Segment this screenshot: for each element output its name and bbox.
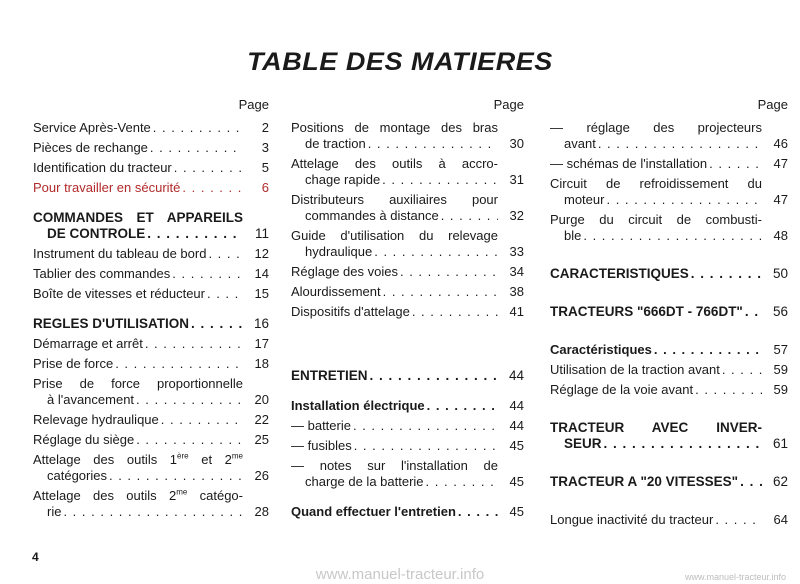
dot-leader xyxy=(205,286,243,302)
toc-entry-text: Réglage des voies xyxy=(291,264,398,279)
toc-entry xyxy=(550,176,788,208)
toc-entry-line xyxy=(550,304,788,320)
toc-entry-text: Circuit de refroidissement du xyxy=(550,176,762,191)
watermark: www.manuel-tracteur.info xyxy=(315,566,485,583)
toc-page-number: 30 xyxy=(509,136,524,151)
toc-entry xyxy=(550,304,788,320)
watermark-small: www.manuel-tracteur.info xyxy=(684,572,786,582)
toc-entry-line xyxy=(291,368,524,384)
toc-page-number: 46 xyxy=(773,136,788,151)
toc-entry-text: — fusibles xyxy=(291,438,352,453)
toc-entry xyxy=(550,212,788,244)
toc-page-number: 22 xyxy=(254,412,269,427)
toc-entry xyxy=(550,342,788,358)
toc-entry-text: Attelage des outils $2^{me}$ catégo- xyxy=(33,487,243,503)
toc-entry-text: Purge du circuit de combusti- xyxy=(550,212,762,227)
toc-page-number: 12 xyxy=(254,246,269,261)
toc-entry xyxy=(291,418,524,434)
page-column-header: Page xyxy=(757,97,788,112)
toc-entry-line xyxy=(33,336,269,352)
toc-page-number: 59 xyxy=(773,362,788,377)
toc-entry-line xyxy=(33,226,269,242)
toc-entry-text: Pièces de rechange xyxy=(33,140,148,155)
toc-entry-text: moteur xyxy=(564,192,605,207)
toc-page-number: 45 xyxy=(509,474,524,489)
toc-page-number: 38 xyxy=(509,284,524,299)
toc-page-number: 33 xyxy=(509,244,524,259)
toc-entry-line xyxy=(33,316,269,332)
toc-entry-text: DE CONTROLE xyxy=(47,226,146,241)
toc-entry xyxy=(291,368,524,384)
toc-entry-text: Prise de force proportionnelle xyxy=(33,376,243,391)
toc-entry xyxy=(550,156,788,172)
toc-entry-text: Positions de montage des bras xyxy=(291,120,498,135)
toc-entry-text: charge de la batterie xyxy=(305,474,424,489)
dot-leader xyxy=(424,474,498,490)
toc-entry-text: Relevage hydraulique xyxy=(33,412,159,427)
toc-page-number: 56 xyxy=(772,304,788,319)
page-column-header: Page xyxy=(493,97,524,112)
toc-page-number: 59 xyxy=(773,382,788,397)
toc-entry-text: — réglage des projecteurs xyxy=(550,120,762,135)
toc-entry-text: rie xyxy=(47,504,62,519)
toc-entry xyxy=(291,458,524,490)
toc-page-number: 2 xyxy=(261,120,269,135)
toc-entry-text: Guide d'utilisation du relevage xyxy=(291,228,498,243)
dot-leader xyxy=(206,246,243,262)
toc-entry-text: Boîte de vitesses et réducteur xyxy=(33,286,205,301)
toc-entry-text: Démarrage et arrêt xyxy=(33,336,143,351)
dot-leader xyxy=(134,392,243,408)
toc-entry-line xyxy=(550,228,788,244)
toc-page-number: 44 xyxy=(509,398,524,413)
toc-entry-line xyxy=(550,512,788,528)
toc-entry-text: de traction xyxy=(305,136,366,151)
toc-entry-text: Réglage de la voie avant xyxy=(550,382,694,397)
toc-entry-line xyxy=(550,382,788,398)
toc-entry-text: TRACTEUR A "20 VITESSES" xyxy=(550,474,739,489)
toc-page-number: 25 xyxy=(254,432,269,447)
toc-entry-text: SEUR xyxy=(564,436,602,451)
dot-leader xyxy=(581,228,762,244)
toc-entry-text: Caractéristiques xyxy=(550,342,652,357)
toc-page-number: 64 xyxy=(773,512,788,527)
toc-entry-line xyxy=(33,266,269,282)
toc-entry-line xyxy=(291,136,524,152)
toc-entry-text: Pour travailler en sécurité xyxy=(33,180,181,195)
toc-entry xyxy=(33,120,269,136)
toc-page-number: 61 xyxy=(772,436,788,451)
toc-page-number: 47 xyxy=(773,192,788,207)
page-title: TABLE DES MATIERES xyxy=(247,48,553,76)
toc-page-number: 34 xyxy=(509,264,524,279)
toc-entry-line xyxy=(33,286,269,302)
toc-entry-line xyxy=(550,436,788,452)
toc-entry xyxy=(33,356,269,372)
dot-leader xyxy=(596,136,762,152)
toc-entry-line xyxy=(33,504,269,520)
toc-page-number: 3 xyxy=(261,140,269,155)
dot-leader xyxy=(602,436,762,452)
dot-leader xyxy=(439,208,498,224)
toc-entry-line xyxy=(550,342,788,358)
toc-entry-text: Service Après-Vente xyxy=(33,120,151,135)
toc-entry xyxy=(550,420,788,452)
toc-page-number: 11 xyxy=(254,226,269,241)
toc-entry-text: TRACTEURS "666DT - 766DT" xyxy=(550,304,743,319)
toc-entry-text: Instrument du tableau de bord xyxy=(33,246,207,261)
toc-entry-text: Dispositifs d'attelage xyxy=(291,304,410,319)
toc-entry-line xyxy=(291,208,524,224)
toc-page-number: 31 xyxy=(509,172,524,187)
toc-page-number: 17 xyxy=(254,336,269,351)
toc-entry-line xyxy=(291,438,524,454)
toc-page-number: 57 xyxy=(773,342,788,357)
toc-page-number: 26 xyxy=(254,468,269,483)
toc-column-1 xyxy=(33,97,269,524)
dot-leader xyxy=(604,192,762,208)
page-column-header: Page xyxy=(238,97,269,112)
toc-entry-line xyxy=(550,266,788,282)
toc-entry xyxy=(550,362,788,378)
dot-leader xyxy=(172,160,243,176)
toc-entry-text: Attelage des outils à accro- xyxy=(291,156,498,171)
dot-leader xyxy=(352,438,498,454)
toc-entry-text: à l'avancement xyxy=(47,392,135,407)
toc-entry xyxy=(33,210,269,242)
dot-leader xyxy=(380,172,498,188)
toc-entry xyxy=(33,140,269,156)
dot-leader xyxy=(372,244,498,260)
toc-entry-line xyxy=(550,156,788,172)
dot-leader xyxy=(151,120,243,136)
toc-page-number: 45 xyxy=(509,504,524,519)
toc-entry-text: Identification du tracteur xyxy=(33,160,172,175)
toc-entry-text: Réglage du siège xyxy=(33,432,135,447)
dot-leader xyxy=(180,180,243,196)
toc-entry-line xyxy=(291,474,524,490)
toc-entry-text: — notes sur l'installation de xyxy=(291,458,498,473)
toc-entry-line xyxy=(291,284,524,300)
dot-leader xyxy=(652,342,762,358)
toc-entry-text: — schémas de l'installation xyxy=(550,156,708,171)
dot-leader xyxy=(368,368,498,384)
toc-entry-line xyxy=(291,398,524,414)
toc-entry-line xyxy=(33,392,269,408)
toc-entry-text: Quand effectuer l'entretien xyxy=(291,504,456,519)
toc-entry-text: Alourdissement xyxy=(291,284,381,299)
dot-leader xyxy=(134,432,243,448)
toc-page-number: 14 xyxy=(254,266,269,281)
toc-entry-text: Attelage des outils 1ère et $2^{me}$ xyxy=(33,451,244,467)
toc-entry-line xyxy=(291,244,524,260)
toc-entry-text: Utilisation de la traction avant xyxy=(550,362,720,377)
toc-entry-line xyxy=(291,264,524,280)
dot-leader xyxy=(145,226,243,242)
toc-entry-text: commandes à distance xyxy=(305,208,439,223)
page-number: 4 xyxy=(32,550,39,564)
toc-entry xyxy=(291,284,524,300)
toc-entry-text: ENTRETIEN xyxy=(291,368,368,383)
toc-entry-text: — batterie xyxy=(291,418,351,433)
toc-entry xyxy=(33,452,269,484)
toc-page-number: 20 xyxy=(254,392,269,407)
toc-entry xyxy=(33,246,269,262)
toc-page-number: 28 xyxy=(254,504,269,519)
toc-page-number: 44 xyxy=(509,418,524,433)
dot-leader xyxy=(398,264,498,280)
toc-page-number: 47 xyxy=(773,156,788,171)
toc-entry xyxy=(550,512,788,528)
dot-leader xyxy=(366,136,498,152)
toc-entry-text: Distributeurs auxiliaires pour xyxy=(291,192,498,207)
dot-leader xyxy=(425,398,498,414)
toc-entry-line xyxy=(33,140,269,156)
dot-leader xyxy=(170,266,243,282)
toc-entry xyxy=(291,264,524,280)
toc-entry-line xyxy=(33,412,269,428)
toc-entry-line xyxy=(291,504,524,520)
dot-leader xyxy=(713,512,762,528)
toc-entry xyxy=(291,438,524,454)
dot-leader xyxy=(410,304,498,320)
toc-entry xyxy=(33,336,269,352)
dot-leader xyxy=(693,382,762,398)
toc-page-number: 62 xyxy=(772,474,788,489)
dot-leader xyxy=(143,336,243,352)
dot-leader xyxy=(689,266,762,282)
toc-entry xyxy=(33,266,269,282)
toc-entry xyxy=(550,266,788,282)
toc-entry-text: Installation électrique xyxy=(291,398,425,413)
toc-entry-line xyxy=(33,160,269,176)
toc-entry-text: chage rapide xyxy=(305,172,381,187)
toc-entry-text: COMMANDES ET APPAREILS xyxy=(33,210,243,225)
toc-page-number: 15 xyxy=(254,286,269,301)
toc-entry-text: Longue inactivité du tracteur xyxy=(550,512,714,527)
toc-entry xyxy=(291,120,524,152)
dot-leader xyxy=(720,362,762,378)
toc-entry-text: Prise de force xyxy=(33,356,114,371)
toc-entry xyxy=(550,382,788,398)
toc-entry xyxy=(550,474,788,490)
toc-entry xyxy=(291,398,524,414)
toc-page-number: 18 xyxy=(254,356,269,371)
toc-entry-text: avant xyxy=(564,136,596,151)
toc-page-number: 45 xyxy=(509,438,524,453)
toc-entry xyxy=(33,180,269,196)
dot-leader xyxy=(189,316,243,332)
toc-entry-line xyxy=(550,192,788,208)
dot-leader xyxy=(107,468,243,484)
toc-entry-line xyxy=(33,432,269,448)
toc-entry xyxy=(550,120,788,152)
toc-column-2 xyxy=(291,97,524,524)
toc-entry-line xyxy=(33,246,269,262)
toc-entry xyxy=(33,488,269,520)
toc-entry xyxy=(33,432,269,448)
toc-entry-line xyxy=(550,362,788,378)
toc-entry xyxy=(33,376,269,408)
toc-entry-text: hydraulique xyxy=(305,244,373,259)
toc-page-number: 44 xyxy=(508,368,524,383)
toc-entry-text: REGLES D'UTILISATION xyxy=(33,316,189,331)
toc-entry-line xyxy=(33,468,269,484)
toc-entry-line xyxy=(291,172,524,188)
toc-entry-line xyxy=(33,180,269,196)
toc-entry-line xyxy=(550,474,788,490)
toc-page-number: 41 xyxy=(509,304,524,319)
toc-entry xyxy=(291,304,524,320)
dot-leader xyxy=(743,304,762,320)
toc-entry-text: TRACTEUR AVEC INVER- xyxy=(550,420,762,435)
toc-entry-line xyxy=(291,304,524,320)
dot-leader xyxy=(351,418,498,434)
dot-leader xyxy=(381,284,498,300)
toc-page-number: 48 xyxy=(773,228,788,243)
toc-entry-line xyxy=(33,356,269,372)
toc-entry-text: ble xyxy=(564,228,582,243)
dot-leader xyxy=(113,356,243,372)
toc-entry xyxy=(291,504,524,520)
toc-entry-text: catégories xyxy=(47,468,107,483)
toc-page-number: 32 xyxy=(509,208,524,223)
dot-leader xyxy=(707,156,762,172)
dot-leader xyxy=(148,140,243,156)
toc-column-3 xyxy=(550,97,788,532)
toc-entry-text: Tablier des commandes xyxy=(33,266,171,281)
dot-leader xyxy=(159,412,243,428)
toc-page-number: 6 xyxy=(261,180,269,195)
toc-entry xyxy=(291,156,524,188)
toc-entry xyxy=(33,286,269,302)
dot-leader xyxy=(738,474,762,490)
dot-leader xyxy=(61,504,243,520)
toc-entry xyxy=(33,160,269,176)
toc-entry xyxy=(291,192,524,224)
toc-entry-line xyxy=(291,418,524,434)
toc-entry-line xyxy=(33,120,269,136)
dot-leader xyxy=(456,504,498,520)
toc-entry xyxy=(33,412,269,428)
toc-entry-line xyxy=(550,136,788,152)
toc-page-number: 50 xyxy=(772,266,788,281)
toc-page-number: 5 xyxy=(261,160,269,175)
toc-entry-text: CARACTERISTIQUES xyxy=(550,266,689,281)
toc-page-number: 16 xyxy=(253,316,269,331)
toc-entry xyxy=(33,316,269,332)
toc-entry xyxy=(291,228,524,260)
